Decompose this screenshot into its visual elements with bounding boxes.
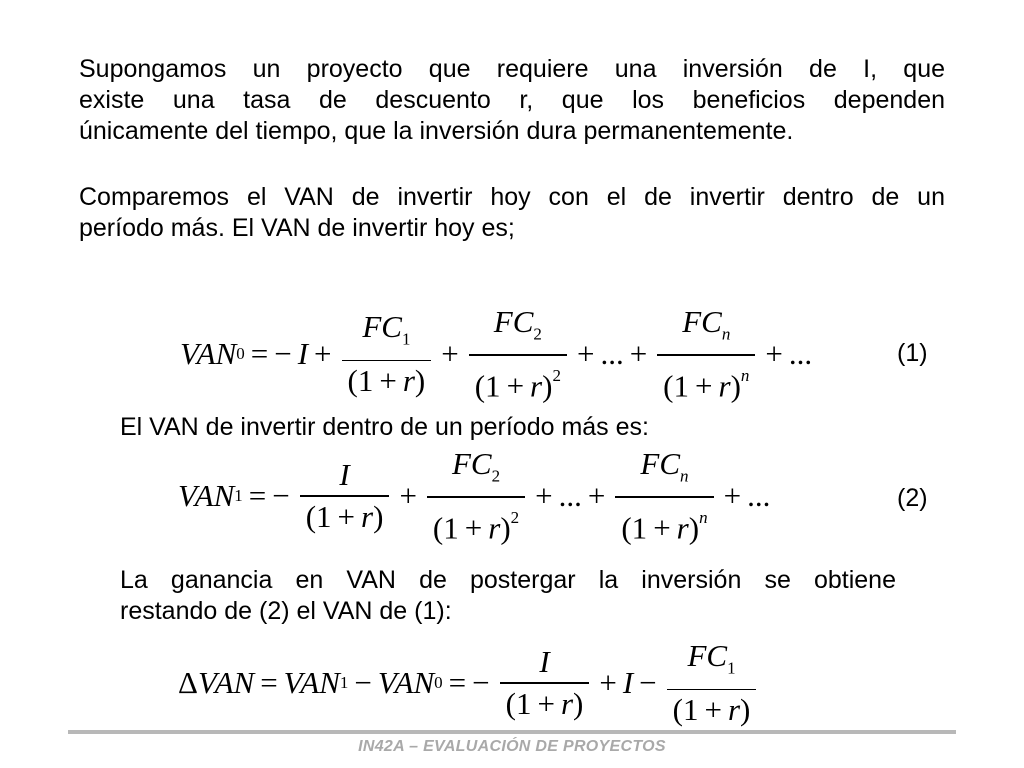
fraction-i: $\frac{I}{(1 + r)}$ [300,457,390,535]
fraction-fc1: $\frac{FC_1}{(1 + r)}$ [667,638,757,728]
gain-paragraph [120,565,896,627]
intro-line-2: existe una tasa de descuento r, que los beneficios dependen [79,86,945,114]
compare-line-2: período más. El VAN de invertir hoy es; [79,214,515,242]
intro-line-3: únicamente del tiempo, que la inversión dura permanentemente. [79,117,794,145]
fraction-fcn: $\frac{FC_n}{(1 + r)^n}$ [657,304,755,405]
fraction-fcn: $\frac{FC_n}{(1 + r)^n}$ [615,446,713,547]
fraction-fc2: $\frac{FC_2}{(1 + r)^2}$ [469,304,567,405]
intro-paragraph [79,54,945,147]
intro-line-1: Supongamos un proyecto que requiere una inversión de I, que [79,55,945,83]
fraction-fc2: $\frac{FC_2}{(1 + r)^2}$ [427,446,525,547]
equation-number-2: (2) [897,484,928,512]
footer-course-title: IN42A – EVALUACIÓN DE PROYECTOS [358,738,666,755]
equation-number-1: (1) [897,339,928,367]
equation-van0: VAN 0 = − I + $\frac{FC_1}{(1 + r)}$ + $\frac{FC_2}{(1 + r)^2}$ + ... + $\frac{FC_n}{(1 + r)^n}$ + ... [180,303,813,404]
gain-line-2: restando de (2) el VAN de (1): [120,597,452,625]
compare-line-1: Comparemos el VAN de invertir hoy con el de invertir dentro de un [79,183,945,211]
equation-delta-van: Δ VAN = VAN 1 − VAN 0 = − $\frac{I}{(1 + r)}$ + I − $\frac{FC_1}{(1 + r)}$ [178,641,760,725]
gain-line-1: La ganancia en VAN de postergar la inversión se obtiene [120,566,896,594]
equation-van1: VAN 1 = − $\frac{I}{(1 + r)}$ + $\frac{FC_2}{(1 + r)^2}$ + ... + $\frac{FC_n}{(1 + r)^n}$ + ... [178,445,771,546]
fraction-i: $\frac{I}{(1 + r)}$ [500,644,590,722]
van1-intro-paragraph [120,412,920,443]
van1-intro-line: El VAN de invertir dentro de un período más es: [120,413,649,441]
compare-paragraph [79,182,945,244]
fraction-fc1: $\frac{FC_1}{(1 + r)}$ [342,309,432,399]
footer-divider [68,730,956,734]
